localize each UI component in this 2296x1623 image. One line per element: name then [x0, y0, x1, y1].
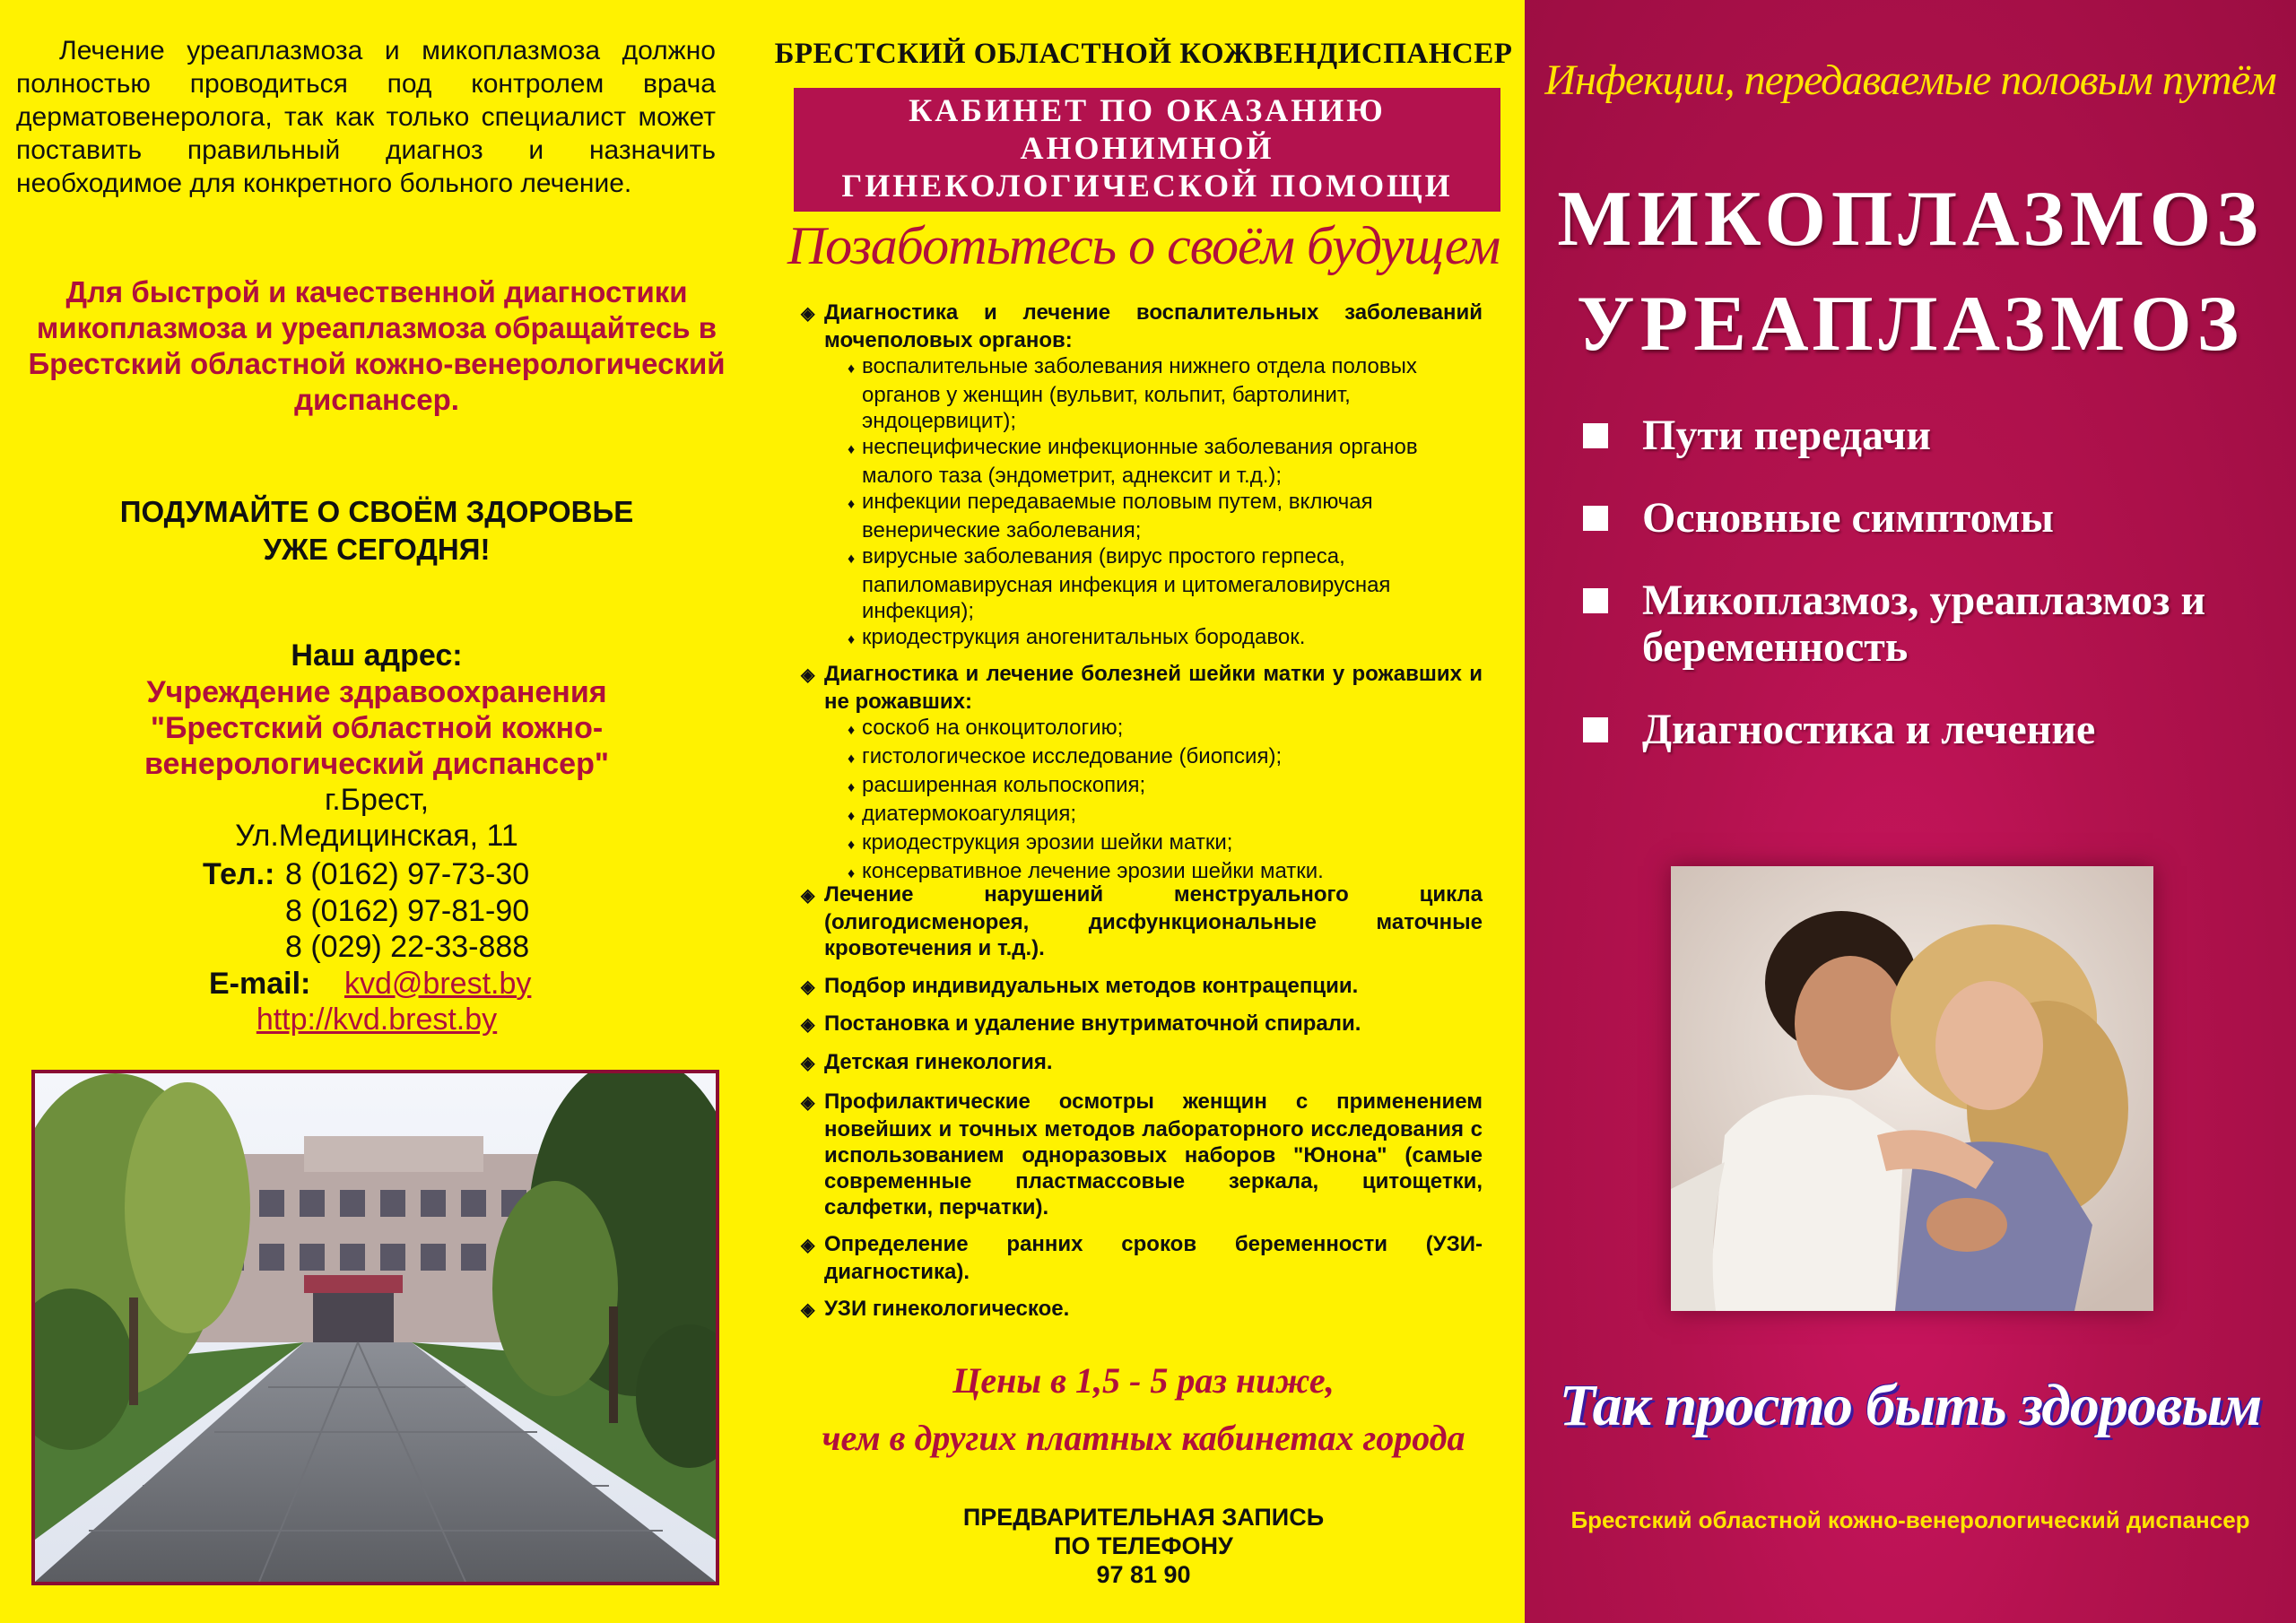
service-title: ◈ Лечение нарушений менструального цикла (олигодисменорея, дисфункциональные маточные кровотечения и т.д.).: [801, 881, 1483, 961]
contacts-block: [0, 856, 762, 1038]
service-title: ◈ Профилактические осмотры женщин с применением новейших и точных методов лабораторного исследования с использованием одноразовых наборов "Юнона" (самые современные пластмассовые зеркала, цитощетки, салфетки, перчатки).: [801, 1089, 1483, 1220]
bullet-square-icon: [1583, 717, 1608, 742]
address-heading: Наш адрес:: [291, 638, 463, 673]
topic-label: Пути передачи: [1642, 412, 1931, 459]
phone-1[interactable]: 8 (0162) 97-73-30: [285, 857, 530, 891]
service-subitem: ♦ воспалительные заболевания нижнего отдела половых органов у женщин (вульвит, кольпит, бартолинит, эндоцервицит);: [853, 353, 1483, 434]
booking-block: [762, 1503, 1525, 1589]
topic-item: [1583, 495, 2265, 542]
service-item: [801, 1049, 1483, 1077]
email-label: E-mail:: [209, 966, 311, 1001]
bullet-square-icon: [1583, 423, 1608, 448]
prices-note: [762, 1352, 1525, 1467]
intro-paragraph: Лечение уреаплазмоза и микоплазмоза должно полностью проводиться под контролем врача дерматовенеролога, так как только специалист может поставить правильный диагноз и назначить необходимое для конкретного больного лечение.: [16, 36, 716, 198]
institution-line1: Учреждение здравоохранения: [146, 675, 607, 709]
topic-label: Микоплазмоз, уреаплазмоз и беременность: [1642, 577, 2206, 671]
service-subitem: ♦ криодеструкция аногенитальных бородавок.: [853, 624, 1483, 653]
cabinet-line3: ГИНЕКОЛОГИЧЕСКОЙ ПОМОЩИ: [841, 168, 1453, 204]
cabinet-line1: КАБИНЕТ ПО ОКАЗАНИЮ: [909, 92, 1386, 128]
service-subitem: ♦ гистологическое исследование (биопсия);: [853, 743, 1483, 772]
cabinet-banner: [794, 88, 1500, 212]
title-ureaplasmosis: УРЕАПЛАЗМОЗ: [1576, 281, 2245, 368]
service-item: [801, 1231, 1483, 1285]
topic-label: Основные симптомы: [1642, 494, 2054, 542]
motto: Так просто быть здоровым: [1559, 1373, 2262, 1438]
bullet-square-icon: [1583, 588, 1608, 613]
service-item: [801, 1089, 1483, 1220]
service-title: ◈ Диагностика и лечение воспалительных заболеваний мочеполовых органов:: [801, 299, 1483, 353]
service-title: ◈ Определение ранних сроков беременности (УЗИ-диагностика).: [801, 1231, 1483, 1285]
org-footer: Брестский областной кожно-венерологический диспансер: [1570, 1506, 2250, 1533]
service-subitem: ♦ неспецифические инфекционные заболевания органов малого таза (эндометрит, аднексит и т.д.);: [853, 434, 1483, 489]
service-item: [801, 661, 1483, 887]
diagnostics-note: Для быстрой и качественной диагностики микоплазмоза и уреаплазмоза обращайтесь в Брестский областной кожно-венерологический диспансер.: [28, 275, 726, 416]
phone-3[interactable]: 8 (029) 22-33-888: [285, 930, 530, 964]
booking-line1: ПРЕДВАРИТЕЛЬНАЯ ЗАПИСЬ: [962, 1504, 1325, 1531]
couple-image: [1671, 866, 2153, 1311]
health-call-line1: ПОДУМАЙТЕ О СВОЁМ ЗДОРОВЬЕ: [119, 495, 634, 528]
building-photo: [31, 1070, 719, 1585]
service-subitem: ♦ вирусные заболевания (вирус простого герпеса, папиломавирусная инфекция и цитомегаловирусная инфекция);: [853, 543, 1483, 624]
bullet-square-icon: [1583, 506, 1608, 531]
service-subitem: ♦ криодеструкция эрозии шейки матки;: [853, 829, 1483, 858]
phone-2[interactable]: 8 (0162) 97-81-90: [285, 893, 530, 928]
service-title: ◈ Постановка и удаление внутриматочной спирали.: [801, 1011, 1483, 1038]
service-item: [801, 299, 1483, 653]
slogan: Позаботьтесь о своём будущем: [787, 216, 1500, 275]
service-subitem: ♦ консервативное лечение эрозии шейки матки.: [853, 858, 1483, 887]
address-block: [18, 637, 735, 854]
service-subitem: ♦ расширенная кольпоскопия;: [853, 772, 1483, 801]
booking-line2: ПО ТЕЛЕФОНУ: [1054, 1532, 1233, 1559]
website-link[interactable]: http://kvd.brest.by: [256, 1002, 498, 1037]
couple-photo: [1671, 866, 2153, 1311]
tagline: Инфекции, передаваемые половым путём: [1544, 56, 2276, 104]
cabinet-line2: АНОНИМНОЙ: [1020, 130, 1274, 166]
prices-line2: чем в других платных кабинетах города: [822, 1418, 1465, 1458]
title-mycoplasmosis: МИКОПЛАЗМОЗ: [1557, 176, 2264, 263]
service-title: ◈ Детская гинекология.: [801, 1049, 1483, 1077]
institution-line2: "Брестский областной кожно-: [150, 711, 604, 745]
topic-label: Диагностика и лечение: [1642, 706, 2096, 753]
health-call-line2: УЖЕ СЕГОДНЯ!: [263, 533, 491, 566]
address-street: Ул.Медицинская, 11: [235, 819, 518, 853]
topic-item: [1583, 412, 2265, 459]
prices-line1: Цены в 1,5 - 5 раз ниже,: [952, 1360, 1335, 1401]
service-title: ◈ УЗИ гинекологическое.: [801, 1296, 1483, 1324]
topic-item: [1583, 577, 2265, 671]
topics-list: [1583, 412, 2265, 789]
email-link[interactable]: kvd@brest.by: [344, 966, 532, 1001]
service-subitem: ♦ соскоб на онкоцитологию;: [853, 715, 1483, 743]
building-image: [35, 1073, 716, 1582]
address-city: г.Брест,: [324, 783, 430, 817]
organization-name: БРЕСТСКИЙ ОБЛАСТНОЙ КОЖВЕНДИСПАНСЕР: [774, 38, 1513, 70]
service-title: ◈ Подбор индивидуальных методов контрацепции.: [801, 973, 1483, 1001]
service-subitem: ♦ инфекции передаваемые половым путем, включая венерические заболевания;: [853, 489, 1483, 543]
service-subitem: ♦ диатермокоагуляция;: [853, 801, 1483, 829]
service-item: [801, 1296, 1483, 1324]
service-item: [801, 1011, 1483, 1038]
service-item: [801, 973, 1483, 1001]
service-title: ◈ Диагностика и лечение болезней шейки матки у рожавших и не рожавших:: [801, 661, 1483, 715]
topic-item: [1583, 707, 2265, 753]
health-call: [18, 493, 735, 568]
phone-label: Тел.:: [203, 857, 275, 891]
service-item: [801, 881, 1483, 961]
booking-phone[interactable]: 97 81 90: [1096, 1561, 1191, 1588]
institution-line3: венерологический диспансер": [144, 747, 609, 781]
